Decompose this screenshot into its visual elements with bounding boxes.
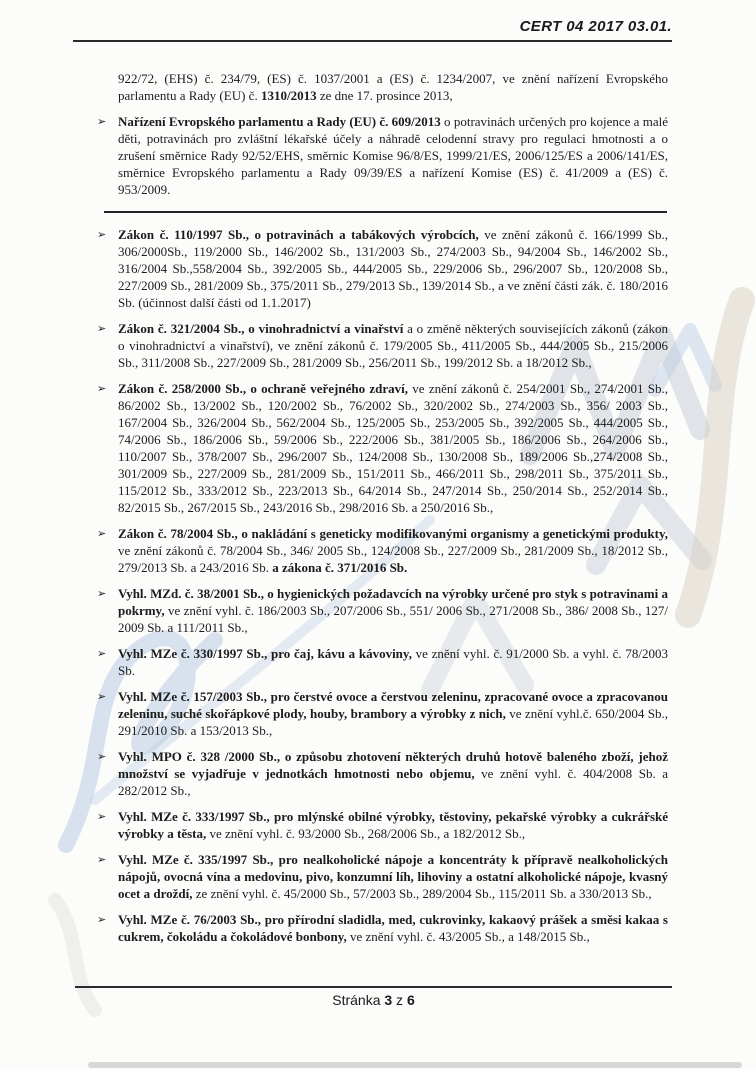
list-item [97, 851, 668, 902]
item-text: Vyhl. MZe č. 330/1997 Sb., pro čaj, kávu a kávoviny, ve znění vyhl. č. 91/2000 Sb. a vyhl. č. 78/2003 Sb. [118, 646, 668, 678]
item-text: Vyhl. MZd. č. 38/2001 Sb., o hygienických požadavcích na výrobky určené pro styk s potravinami a pokrmy, ve znění vyhl. č. 186/2003 Sb., 207/2006 Sb., 551/ 2006 Sb., 271/2008 Sb., 386/ 2008 Sb., 127/ 2009 Sb. a 111/2011 Sb., [118, 586, 668, 635]
bullet-arrow-icon: ➢ [97, 382, 107, 395]
item-text: Vyhl. MZe č. 335/1997 Sb., pro nealkoholické nápoje a koncentráty k přípravě nealkoholických nápojů, ovocná vína a medovinu, pivo, konzumní líh, lihoviny a ostatní alkoholické nápoje, kvasný ocet a droždí, ze znění vyhl. č. 45/2000 Sb., 57/2003 Sb., 289/2004 Sb., 115/2011 Sb. a 330/2013 Sb., [118, 852, 668, 901]
header-code: CERT 04 2017 03.01. [519, 18, 672, 35]
document-body [97, 70, 668, 954]
item-text: Zákon č. 258/2000 Sb., o ochraně veřejného zdraví, ve znění zákonů č. 254/2001 Sb., 274/2001 Sb., 86/2002 Sb., 13/2002 Sb., 120/2002 Sb., 76/2002 Sb., 320/2002 Sb., 274/2003 Sb., 356/ 2003 Sb., 167/2004 Sb., 326/2004 Sb., 562/2004 Sb., 125/2005 Sb., 253/2005 Sb., 392/2005 Sb., 444/2005 Sb., 74/2006 Sb., 186/2006 Sb., 59/2006 Sb., 222/2006 Sb., 381/2005 Sb., 186/2006 Sb., 264/2006 Sb., 110/2007 Sb., 378/2007 Sb., 296/2007 Sb., 124/2008 Sb., 130/2008 Sb., 189/2006 Sb.,274/2008 Sb., 301/2009 Sb., 227/2009 Sb., 281/2009 Sb., 151/2011 Sb., 466/2011 Sb., 298/2011 Sb., 375/2011 Sb., 115/2012 Sb., 333/2012 Sb., 223/2013 Sb., 64/2014 Sb., 247/2014 Sb., 250/2014 Sb., 252/2014 Sb., 82/2015 Sb., 267/2015 Sb., 243/2016 Sb., 298/2016 Sb. a 250/2016 Sb., [118, 381, 668, 515]
item-text: Vyhl. MZe č. 333/1997 Sb., pro mlýnské obilné výrobky, těstoviny, pekařské výrobky a cukrářské výrobky a těsta, ve znění vyhl. č. 93/2000 Sb., 268/2006 Sb., a 182/2012 Sb., [118, 809, 668, 841]
list-item [97, 380, 668, 516]
item-text: Zákon č. 78/2004 Sb., o nakládání s geneticky modifikovanými organismy a genetickými produkty, ve znění zákonů č. 78/2004 Sb., 346/ 2005 Sb., 124/2008 Sb., 227/2009 Sb., 281/2009 Sb., 18/2012 Sb., 279/2013 Sb. a 243/2016 Sb. a zákona č. 371/2016 Sb. [118, 526, 668, 575]
section-divider [104, 211, 667, 213]
item-text: Zákon č. 321/2004 Sb., o vinohradnictví a vinařství a o změně některých souvisejících zákonů (zákon o vinohradnictví a vinařství), ve znění zákonů č. 179/2005 Sb., 411/2005 Sb., 444/2005 Sb., 215/2006 Sb., 311/2008 Sb., 227/2009 Sb., 281/2009 Sb., 256/2011 Sb., 199/2012 Sb. a 18/2012 Sb., [118, 321, 668, 370]
scan-artifact-strip [88, 1062, 742, 1068]
bullet-arrow-icon: ➢ [97, 750, 107, 763]
list-item [97, 645, 668, 679]
item-text: Zákon č. 110/1997 Sb., o potravinách a tabákových výrobcích, ve znění zákonů č. 166/1999 Sb., 306/2000Sb., 119/2000 Sb., 146/2002 Sb., 131/2003 Sb., 274/2003 Sb., 94/2004 Sb., 146/2002 Sb., 316/2004 Sb.,558/2004 Sb., 392/2005 Sb., 444/2005 Sb., 229/2006 Sb., 296/2007 Sb., 120/2008 Sb., 227/2009 Sb., 281/2009 Sb., 375/2011 Sb., 279/2013 Sb., 139/2014 Sb., a ve znění části zák. č. 180/2016 Sb. (účinnost další části od 1.1.2017) [118, 227, 668, 310]
item-text: Vyhl. MZe č. 157/2003 Sb., pro čerstvé ovoce a čerstvou zeleninu, zpracované ovoce a zpracovanou zeleninu, suché skořápkové plody, houby, brambory a výrobky z nich, ve znění vyhl.č. 650/2004 Sb., 291/2010 Sb. a 153/2013 Sb., [118, 689, 668, 738]
bullet-arrow-icon: ➢ [97, 853, 107, 866]
list-item [97, 808, 668, 842]
page-footer [75, 986, 672, 1008]
item-text: Nařízení Evropského parlamentu a Rady (EU) č. 609/2013 o potravinách určených pro kojence a malé děti, potravinách pro zvláštní lékařské účely a náhradě celodenní stravy pro regulaci hmotnosti a o zrušení směrnice Rady 92/52/EHS, směrnic Komise 96/8/ES, 1999/21/ES, 2006/125/ES a 2006/141/ES, směrnice Evropského parlamentu a Rady 09/39/ES a nařízení Komise (ES) č. 41/2009 a (ES) č. 953/2009. [118, 114, 668, 197]
footer-text: Stránka [332, 992, 385, 1008]
bullet-arrow-icon: ➢ [97, 690, 107, 703]
list-item [97, 320, 668, 371]
bullet-arrow-icon: ➢ [97, 810, 107, 823]
bullet-arrow-icon: ➢ [97, 587, 107, 600]
list-item [97, 585, 668, 636]
list-item [97, 748, 668, 799]
bullet-arrow-icon: ➢ [97, 115, 107, 128]
item-text: 922/72, (EHS) č. 234/79, (ES) č. 1037/2001 a (ES) č. 1234/2007, ve znění nařízení Evropského parlamentu a Rady (EU) č. 1310/2013 ze dne 17. prosince 2013, [118, 71, 668, 103]
bullet-arrow-icon: ➢ [97, 913, 107, 926]
list-item [97, 226, 668, 311]
list-item [97, 525, 668, 576]
paragraph [97, 70, 668, 104]
item-text: Vyhl. MZe č. 76/2003 Sb., pro přírodní sladidla, med, cukrovinky, kakaový prášek a směsi kakaa s cukrem, čokoládu a čokoládové bonbony, ve znění vyhl. č. 43/2005 Sb., a 148/2015 Sb., [118, 912, 668, 944]
list-item [97, 911, 668, 945]
list-item [97, 688, 668, 739]
footer-page-number: 3 [384, 992, 393, 1008]
bullet-arrow-icon: ➢ [97, 228, 107, 241]
bullet-arrow-icon: ➢ [97, 322, 107, 335]
list-item [97, 113, 668, 198]
footer-page-count: 6 [406, 992, 415, 1008]
document-header [73, 18, 672, 42]
bullet-arrow-icon: ➢ [97, 527, 107, 540]
item-text: Vyhl. MPO č. 328 /2000 Sb., o způsobu zhotovení některých druhů hotově baleného zboží, jehož množství se vyjadřuje v jednotkách hmotnosti nebo objemu, ve znění vyhl. č. 404/2008 Sb. a 282/2012 Sb., [118, 749, 668, 798]
bullet-arrow-icon: ➢ [97, 647, 107, 660]
footer-text: z [392, 992, 407, 1008]
